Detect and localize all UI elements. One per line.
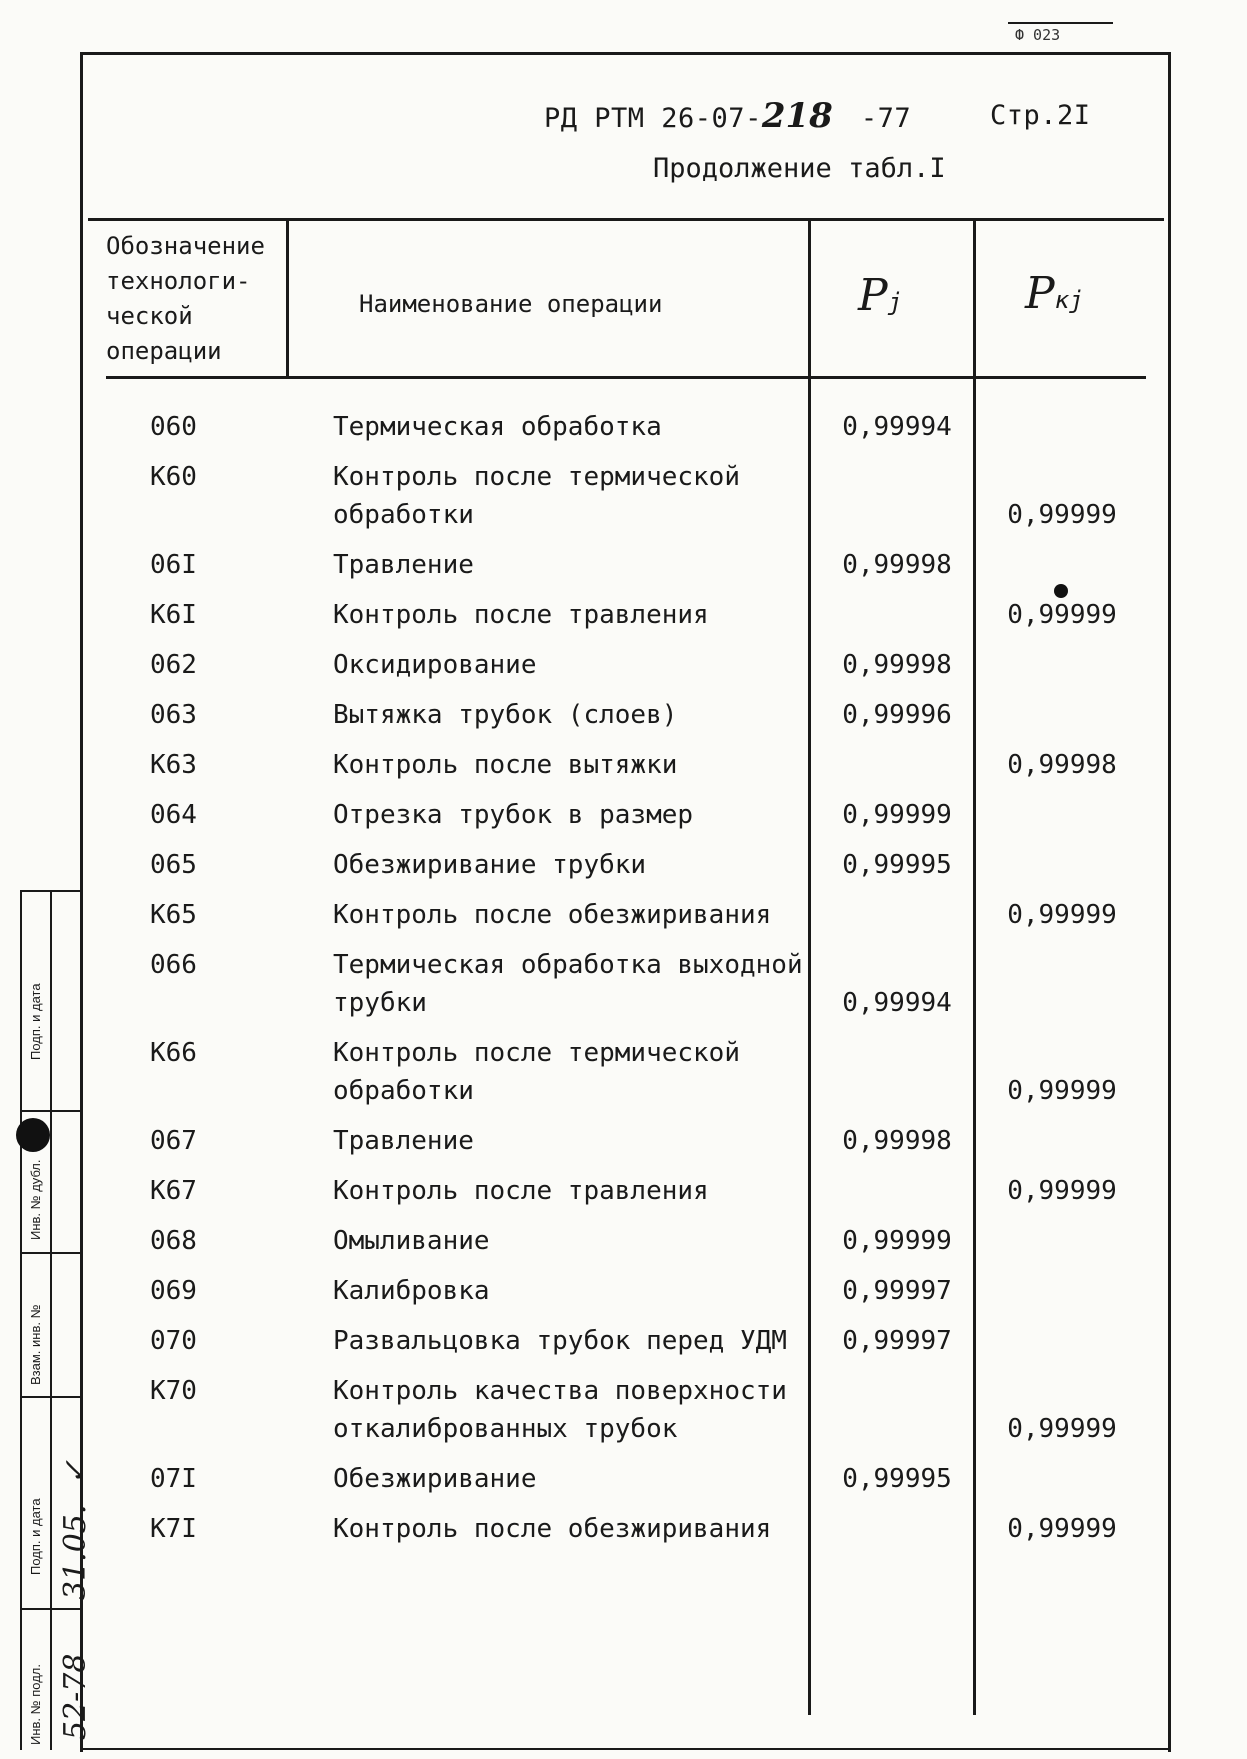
operation-code: К7I xyxy=(150,1514,197,1544)
pkj-value: 0,99998 xyxy=(1007,750,1117,780)
operation-code: 070 xyxy=(150,1326,197,1356)
stamp-sep-1 xyxy=(20,1110,82,1112)
pj-value: 0,99997 xyxy=(842,1276,952,1306)
operation-code: 060 xyxy=(150,412,197,442)
pj-value: 0,99999 xyxy=(842,1226,952,1256)
column-header-pkj-symbol: P xyxy=(1025,268,1055,319)
document-code xyxy=(544,96,911,136)
stamp-label-replace-inv: Взам. инв. № xyxy=(28,1304,43,1385)
column-header-pj-symbol: P xyxy=(858,270,888,321)
operation-name: Вытяжка трубок (слоев) xyxy=(333,700,678,730)
pkj-value: 0,99999 xyxy=(1007,1176,1117,1206)
page-number: Стр.2I xyxy=(990,100,1091,131)
ink-dot xyxy=(1054,584,1068,598)
operation-code: 062 xyxy=(150,650,197,680)
operation-name: Отрезка трубок в размер xyxy=(333,800,694,830)
operation-name: Травление xyxy=(333,550,474,580)
operation-name: Обезжиривание трубки xyxy=(333,850,647,880)
column-header-pj xyxy=(858,270,902,321)
operation-code: К66 xyxy=(150,1038,197,1068)
pj-value: 0,99995 xyxy=(842,850,952,880)
stamp-outer-left xyxy=(20,890,22,1750)
operation-name: Контроль после обезжиривания xyxy=(333,1514,772,1544)
operation-code: К70 xyxy=(150,1376,197,1406)
document-code-number: 218 xyxy=(761,96,833,136)
operation-name: Травление xyxy=(333,1126,474,1156)
operation-name: Термическая обработка xyxy=(333,412,662,442)
operation-code: К6I xyxy=(150,600,197,630)
operation-code: К67 xyxy=(150,1176,197,1206)
stamp-label-sign-date-2: Подп. и дата xyxy=(28,1498,43,1575)
column-header-code-line: ческой xyxy=(106,302,193,330)
frame-bottom xyxy=(80,1748,1171,1750)
frame-top xyxy=(82,52,1170,55)
pj-value: 0,99994 xyxy=(842,412,952,442)
stamp-label-dup-inv: Инв. № дубл. xyxy=(28,1159,43,1240)
pkj-value: 0,99999 xyxy=(1007,1076,1117,1106)
pj-value: 0,99997 xyxy=(842,1326,952,1356)
column-header-code-line: технологи- xyxy=(106,267,251,295)
operation-name: Развальцовка трубок перед УДМ xyxy=(333,1326,787,1356)
frame-right xyxy=(1168,52,1171,1752)
operation-code: 068 xyxy=(150,1226,197,1256)
table-header-rule xyxy=(106,376,1146,379)
operation-name: Контроль после вытяжки xyxy=(333,750,678,780)
operation-code: 064 xyxy=(150,800,197,830)
pj-value: 0,99999 xyxy=(842,800,952,830)
column-header-code-line: операции xyxy=(106,337,222,365)
table-continuation: Продолжение табл.I xyxy=(653,153,946,184)
pj-value: 0,99996 xyxy=(842,700,952,730)
document-code-suffix: -77 xyxy=(860,103,912,134)
stamp-label-sign-date: Подп. и дата xyxy=(28,983,43,1060)
operation-name: Оксидирование xyxy=(333,650,537,680)
stamp-sep-3 xyxy=(20,1396,82,1398)
document-code-prefix: РД РТМ 26-07- xyxy=(544,103,762,134)
table-top-rule xyxy=(88,218,1164,221)
operation-code: 069 xyxy=(150,1276,197,1306)
column-divider-1 xyxy=(286,220,289,377)
operation-code: 06I xyxy=(150,550,197,580)
operation-name: Контроль после термической xyxy=(333,462,740,492)
stamp-label-orig-inv: Инв. № подл. xyxy=(28,1664,43,1745)
operation-code: 07I xyxy=(150,1464,197,1494)
stamp-handwritten-signature-mark: ✓ xyxy=(58,1459,93,1485)
pj-value: 0,99994 xyxy=(842,988,952,1018)
form-code-underline xyxy=(1008,22,1113,24)
operation-name: Обезжиривание xyxy=(333,1464,537,1494)
operation-code: 063 xyxy=(150,700,197,730)
pj-value: 0,99998 xyxy=(842,650,952,680)
operation-code: 066 xyxy=(150,950,197,980)
frame-left xyxy=(80,52,83,1752)
form-code: Ф 023 xyxy=(1015,26,1061,44)
operation-name: обработки xyxy=(333,1076,474,1106)
operation-name: Омыливание xyxy=(333,1226,490,1256)
stamp-top xyxy=(20,890,82,892)
operation-name: Контроль качества поверхности xyxy=(333,1376,787,1406)
pkj-value: 0,99999 xyxy=(1007,1514,1117,1544)
pkj-value: 0,99999 xyxy=(1007,600,1117,630)
operation-code: 067 xyxy=(150,1126,197,1156)
pj-value: 0,99995 xyxy=(842,1464,952,1494)
operation-name: откалиброванных трубок xyxy=(333,1414,678,1444)
stamp-sep-2 xyxy=(20,1252,82,1254)
operation-name: обработки xyxy=(333,500,474,530)
pj-value: 0,99998 xyxy=(842,550,952,580)
column-divider-3 xyxy=(973,220,976,1715)
operation-name: Термическая обработка выходной xyxy=(333,950,803,980)
operation-code: 065 xyxy=(150,850,197,880)
column-header-code xyxy=(106,229,281,369)
operation-name: трубки xyxy=(333,988,427,1018)
column-header-code-line: Обозначение xyxy=(106,232,265,260)
operation-name: Контроль после травления xyxy=(333,600,709,630)
operation-name: Калибровка xyxy=(333,1276,490,1306)
operation-name: Контроль после травления xyxy=(333,1176,709,1206)
operation-name: Контроль после обезжиривания xyxy=(333,900,772,930)
operation-name: Контроль после термической xyxy=(333,1038,740,1068)
stamp-label-divider xyxy=(50,890,52,1750)
stamp-handwritten-date: 31.05. xyxy=(58,1504,93,1600)
column-header-name: Наименование операции xyxy=(359,290,663,318)
ink-blot xyxy=(16,1118,50,1152)
operation-code: К65 xyxy=(150,900,197,930)
operation-code: К63 xyxy=(150,750,197,780)
pj-value: 0,99998 xyxy=(842,1126,952,1156)
column-header-pj-sub: j xyxy=(887,288,903,316)
column-header-pkj-sub: кj xyxy=(1054,286,1084,314)
stamp-sep-4 xyxy=(20,1608,82,1610)
column-header-pkj xyxy=(1025,268,1084,319)
stamp-handwritten-inv: 52-78 xyxy=(58,1653,93,1740)
pkj-value: 0,99999 xyxy=(1007,1414,1117,1444)
pkj-value: 0,99999 xyxy=(1007,900,1117,930)
operation-code: К60 xyxy=(150,462,197,492)
pkj-value: 0,99999 xyxy=(1007,500,1117,530)
